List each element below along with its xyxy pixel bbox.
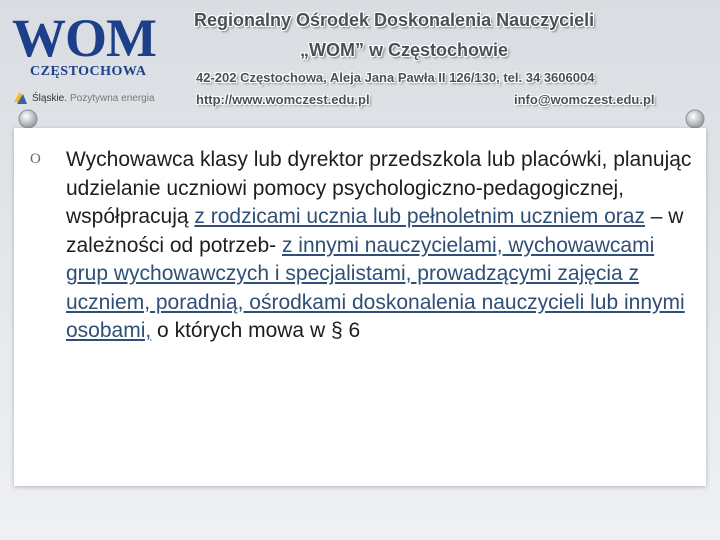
org-address: 42-202 Częstochowa, Aleja Jana Pawła II 126/130, tel. 34 3606004 [196,70,595,85]
header [0,0,720,115]
logo-city-text: CZĘSTOCHOWA [30,64,147,79]
paragraph-text-segment: Wychowawca klasy lub dyrektor przedszkola lub placówki, planując udzielanie uczniowi pomocy psychologiczno-pedagogicznej, współpracują [66,148,692,228]
slaskie-logo-icon [12,90,28,106]
org-website-link[interactable]: http://www.womczest.edu.pl [196,92,370,107]
content-card [14,128,706,486]
bullet-icon: O [30,151,41,167]
logo-wom-text: WOM [12,8,156,68]
bullet-paragraph [66,146,692,346]
slaskie-brand [12,90,155,106]
org-title-line2: „WOM” w Częstochowie [300,40,509,60]
org-email-link[interactable]: info@womczest.edu.pl [514,92,655,107]
paragraph-link-segment[interactable]: z rodzicami ucznia lub pełnoletnim uczniem oraz [194,205,645,228]
paragraph-text-segment: – w zależności od potrzeb- [66,205,684,257]
paragraph-link-segment[interactable]: z innymi nauczycielami, wychowawcami grup wychowawczych i specjalistami, prowadzącymi zajęcia z uczniem, poradnią, ośrodkami doskonalenia nauczycieli lub innymi osobami, [66,233,685,342]
paragraph-text-segment: o których mowa w § 6 [151,319,361,342]
slaskie-tagline: Pozytywna energia [70,92,155,104]
slaskie-name: Śląskie. [32,92,68,104]
org-title-line1: Regionalny Ośrodek Doskonalenia Nauczycieli [194,10,595,30]
wom-logo[interactable] [8,8,178,108]
